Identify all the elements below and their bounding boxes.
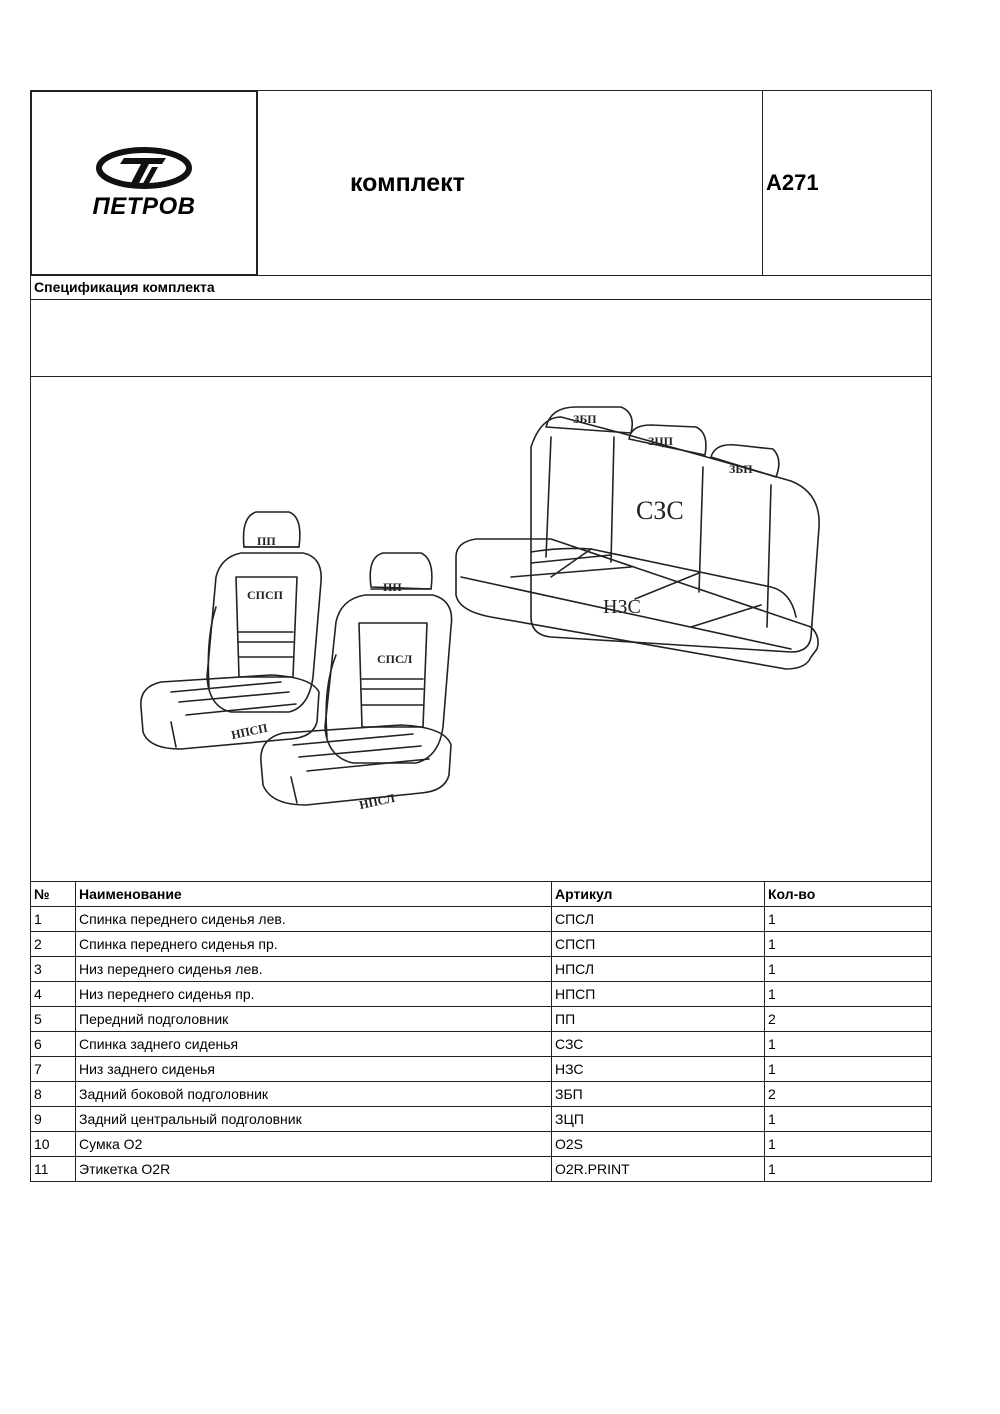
- cell-article: ЗБП: [552, 1082, 765, 1107]
- table-body: [31, 907, 931, 1182]
- header: [31, 91, 931, 276]
- front-seat-left-drawing: [141, 512, 321, 749]
- product-code: А271: [766, 170, 819, 195]
- cell-name: Задний боковой подголовник: [76, 1082, 552, 1107]
- cell-article: СЗС: [552, 1032, 765, 1057]
- cell-qty: 2: [765, 1007, 932, 1032]
- cell-qty: 1: [765, 1032, 932, 1057]
- cell-qty: 2: [765, 1082, 932, 1107]
- cell-number: 1: [31, 907, 76, 932]
- document-title: комплект: [258, 91, 763, 275]
- cell-name: Этикетка O2R: [76, 1157, 552, 1182]
- cell-qty: 1: [765, 1132, 932, 1157]
- cell-name: Спинка переднего сиденья пр.: [76, 932, 552, 957]
- label-npsp: НПСП: [229, 720, 269, 743]
- cell-article: НПСП: [552, 982, 765, 1007]
- cell-number: 6: [31, 1032, 76, 1057]
- table-row: [31, 907, 931, 932]
- cell-qty: 1: [765, 932, 932, 957]
- cell-name: Передний подголовник: [76, 1007, 552, 1032]
- cell-article: O2S: [552, 1132, 765, 1157]
- cell-qty: 1: [765, 982, 932, 1007]
- cell-name: Сумка O2: [76, 1132, 552, 1157]
- cell-number: 4: [31, 982, 76, 1007]
- table-row: [31, 982, 931, 1007]
- front-seat-right-drawing: [261, 553, 452, 805]
- cell-name: Низ переднего сиденья пр.: [76, 982, 552, 1007]
- table-row: [31, 957, 931, 982]
- table-row: [31, 1082, 931, 1107]
- cell-name: Низ переднего сиденья лев.: [76, 957, 552, 982]
- cell-number: 10: [31, 1132, 76, 1157]
- label-pp-right: ПП: [383, 580, 402, 594]
- cell-name: Спинка переднего сиденья лев.: [76, 907, 552, 932]
- cell-qty: 1: [765, 907, 932, 932]
- col-number: №: [31, 882, 76, 907]
- cell-qty: 1: [765, 1157, 932, 1182]
- label-szs: СЗС: [636, 496, 684, 525]
- spec-empty-area: [31, 300, 931, 377]
- cell-name: Задний центральный подголовник: [76, 1107, 552, 1132]
- table-row: [31, 1157, 931, 1182]
- spec-table: [31, 882, 931, 1181]
- table-row: [31, 1032, 931, 1057]
- table-row: [31, 1132, 931, 1157]
- cell-name: Спинка заднего сиденья: [76, 1032, 552, 1057]
- col-article: Артикул: [552, 882, 765, 907]
- table-row: [31, 1107, 931, 1132]
- label-npsl: НПСЛ: [357, 790, 397, 813]
- logo-text: ПЕТРОВ: [92, 193, 196, 220]
- cell-name: Низ заднего сиденья: [76, 1057, 552, 1082]
- cell-number: 7: [31, 1057, 76, 1082]
- label-nzs: НЗС: [603, 596, 641, 618]
- col-name: Наименование: [76, 882, 552, 907]
- label-zbp-right: ЗБП: [729, 462, 753, 476]
- label-pp-left: ПП: [257, 534, 276, 548]
- spec-sheet: [30, 90, 932, 1182]
- cell-qty: 1: [765, 1107, 932, 1132]
- cell-article: ПП: [552, 1007, 765, 1032]
- cell-article: ЗЦП: [552, 1107, 765, 1132]
- cell-number: 8: [31, 1082, 76, 1107]
- brand-emblem-icon: [94, 145, 194, 191]
- seat-diagram: [31, 377, 931, 882]
- table-header-row: [31, 882, 931, 907]
- col-qty: Кол-во: [765, 882, 932, 907]
- cell-article: O2R.PRINT: [552, 1157, 765, 1182]
- cell-qty: 1: [765, 957, 932, 982]
- cell-number: 2: [31, 932, 76, 957]
- table-row: [31, 1007, 931, 1032]
- table-row: [31, 1057, 931, 1082]
- cell-article: СПСП: [552, 932, 765, 957]
- label-zcp: ЗЦП: [648, 434, 674, 448]
- table-row: [31, 932, 931, 957]
- cell-number: 3: [31, 957, 76, 982]
- cell-article: НПСЛ: [552, 957, 765, 982]
- cell-number: 9: [31, 1107, 76, 1132]
- cell-article: НЗС: [552, 1057, 765, 1082]
- logo: [31, 91, 258, 275]
- label-zbp-left: ЗБП: [573, 412, 597, 426]
- spec-label: Спецификация комплекта: [31, 276, 931, 300]
- label-spsl: СПСЛ: [377, 652, 413, 666]
- label-spsp: СПСП: [247, 588, 283, 602]
- cell-article: СПСЛ: [552, 907, 765, 932]
- cell-number: 5: [31, 1007, 76, 1032]
- cell-qty: 1: [765, 1057, 932, 1082]
- rear-bench-drawing: [456, 407, 819, 669]
- cell-number: 11: [31, 1157, 76, 1182]
